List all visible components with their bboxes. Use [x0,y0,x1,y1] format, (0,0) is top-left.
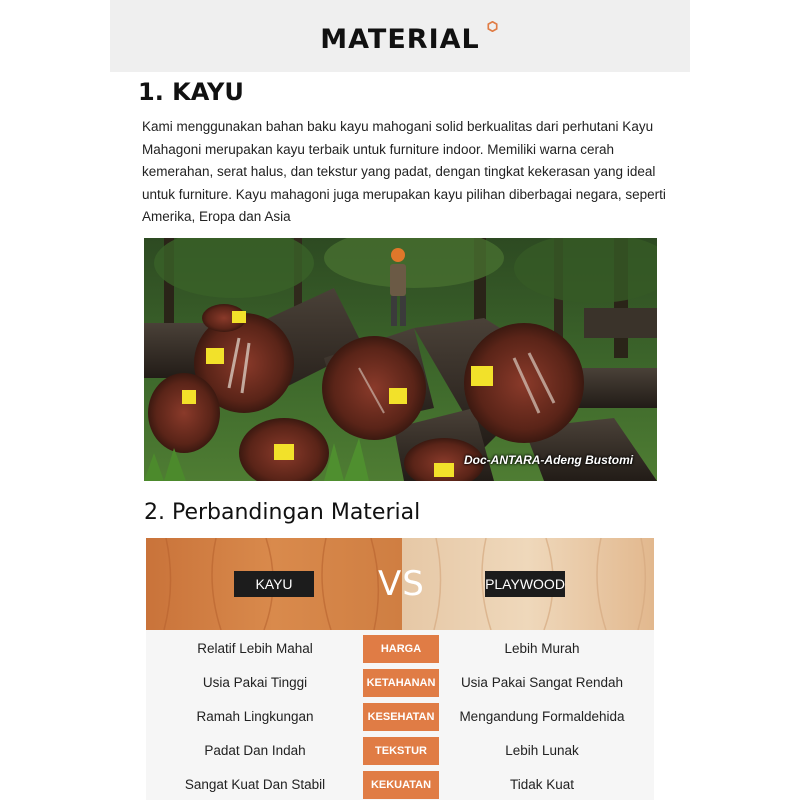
photo-credit: Doc-ANTARA-Adeng Bustomi [464,453,634,467]
section-heading-kayu: 1. KAYU [138,78,244,106]
mahogany-logs-photo [144,238,657,481]
comparison-row [146,734,654,768]
criterion-badge: KEKUATAN [363,771,439,799]
label-kayu: KAYU [234,571,314,597]
vs-text: VS [378,564,425,604]
criterion-badge: TEKSTUR [363,737,439,765]
comparison-row [146,768,654,802]
comparison-row [146,666,654,700]
comparison-row [146,700,654,734]
material-page [110,0,690,800]
kayu-value: Ramah Lingkungan [196,709,314,724]
kayu-value: Padat Dan Indah [204,743,306,758]
playwood-value: Tidak Kuat [509,777,575,792]
section-heading-comparison: 2. Perbandingan Material [144,500,421,525]
label-playwood: PLAYWOOD [485,571,565,597]
kayu-value: Usia Pakai Tinggi [202,675,308,690]
hexagon-logo-icon [487,21,498,32]
comparison-table [146,630,654,800]
playwood-value: Lebih Lunak [505,743,579,758]
criterion-badge: HARGA [363,635,439,663]
playwood-value: Lebih Murah [504,641,580,656]
playwood-value: Mengandung Formaldehida [459,709,625,724]
page-header [110,0,690,72]
comparison-row [146,632,654,666]
kayu-description: Kami menggunakan bahan baku kayu mahogani solid berkualitas dari perhutani Kayu Mahagoni merupakan kayu terbaik untuk furniture indoor. Memiliki warna cerah kemerahan, serat halus, dan tekstur yang padat, dengan tingkat kekerasan yang ideal untuk furniture. Kayu mahagoni juga merupakan kayu pilihan diberbagai negara, seperti Amerika, Eropa dan Asia [142,119,666,224]
kayu-value: Sangat Kuat Dan Stabil [184,777,326,792]
criterion-badge: KETAHANAN [363,669,439,697]
page-title: MATERIAL [320,24,480,55]
criterion-badge: KESEHATAN [363,703,439,731]
comparison-banner [146,538,654,630]
kayu-value: Relatif Lebih Mahal [197,641,313,656]
playwood-value: Usia Pakai Sangat Rendah [460,675,624,690]
